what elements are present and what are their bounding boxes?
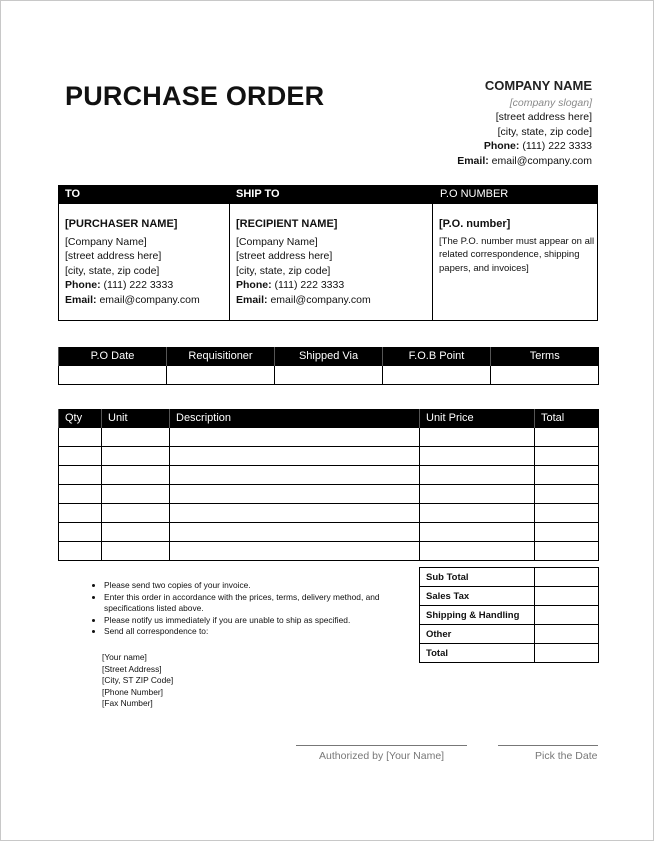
- unit-price-cell[interactable]: [420, 542, 535, 561]
- qty-cell[interactable]: [59, 542, 102, 561]
- totals-table: [419, 567, 599, 663]
- po-number-block: [433, 204, 597, 320]
- total-cell[interactable]: [535, 485, 599, 504]
- return-phone[interactable]: [Phone Number]: [102, 686, 163, 697]
- table-row: [59, 428, 599, 447]
- total-cell[interactable]: [535, 466, 599, 485]
- address-header-bar: [59, 186, 597, 204]
- line-items-table: [58, 409, 599, 561]
- recipient-phone[interactable]: (111) 222 3333: [274, 279, 345, 291]
- recipient-email-line: [236, 293, 432, 308]
- qty-cell[interactable]: [59, 428, 102, 447]
- shipping-row: [420, 606, 599, 625]
- unit-price-cell[interactable]: [420, 466, 535, 485]
- table-row: [59, 523, 599, 542]
- pick-date-field[interactable]: Pick the Date: [535, 750, 598, 762]
- document-title: PURCHASE ORDER: [65, 81, 325, 111]
- requisitioner-header: Requisitioner: [167, 347, 275, 366]
- qty-header: Qty: [59, 409, 102, 428]
- description-cell[interactable]: [170, 504, 420, 523]
- table-row: [59, 542, 599, 561]
- qty-cell[interactable]: [59, 466, 102, 485]
- purchaser-phone-line: [65, 278, 229, 293]
- company-phone-line: [457, 139, 592, 154]
- company-name[interactable]: COMPANY NAME: [484, 78, 592, 93]
- qty-cell[interactable]: [59, 523, 102, 542]
- purchaser-street[interactable]: [street address here]: [65, 250, 162, 262]
- total-row: [420, 644, 599, 663]
- return-name[interactable]: [Your name]: [102, 652, 147, 662]
- company-street[interactable]: [street address here]: [495, 111, 592, 123]
- description-cell[interactable]: [170, 485, 420, 504]
- recipient-company[interactable]: [Company Name]: [236, 235, 318, 248]
- company-slogan[interactable]: [company slogan]: [509, 96, 592, 109]
- purchaser-company[interactable]: [Company Name]: [65, 235, 147, 248]
- unit-price-cell[interactable]: [420, 504, 535, 523]
- list-item: • Please send two copies of your invoice.: [104, 580, 424, 592]
- company-city[interactable]: [city, state, zip code]: [497, 125, 592, 138]
- unit-cell[interactable]: [102, 504, 170, 523]
- purchaser-email-label: Email:: [65, 293, 97, 306]
- unit-cell[interactable]: [102, 523, 170, 542]
- fob-point-header: F.O.B Point: [383, 347, 491, 366]
- meta-header-row: [59, 347, 599, 366]
- subtotal-row: [420, 568, 599, 587]
- list-item: • Please notify us immediately if you are unable to ship as specified.: [104, 615, 424, 627]
- sales-tax-value[interactable]: [535, 587, 599, 606]
- shipped-via-header: Shipped Via: [275, 347, 383, 366]
- company-phone[interactable]: (111) 222 3333: [522, 140, 592, 152]
- purchaser-phone-label: Phone:: [65, 279, 101, 291]
- to-header: TO: [65, 188, 81, 200]
- qty-cell[interactable]: [59, 504, 102, 523]
- order-meta-table: [58, 347, 599, 385]
- items-header-row: [59, 409, 599, 428]
- unit-cell[interactable]: [102, 447, 170, 466]
- recipient-city[interactable]: [city, state, zip code]: [236, 264, 331, 277]
- other-label: Other: [420, 625, 535, 644]
- date-line: [498, 745, 598, 746]
- unit-cell[interactable]: [102, 428, 170, 447]
- unit-header: Unit: [102, 409, 170, 428]
- po-number-value[interactable]: [P.O. number]: [439, 218, 511, 230]
- table-row: [59, 447, 599, 466]
- total-cell[interactable]: [535, 542, 599, 561]
- list-item: • Enter this order in accordance with the prices, terms, delivery method, and specifications listed above.: [104, 592, 424, 615]
- purchaser-city[interactable]: [city, state, zip code]: [65, 264, 160, 277]
- company-phone-label: Phone:: [483, 140, 520, 152]
- return-fax[interactable]: [Fax Number]: [102, 698, 153, 708]
- shipped-via-cell[interactable]: [275, 366, 383, 385]
- grand-total-value[interactable]: [535, 644, 599, 663]
- return-street[interactable]: [Street Address]: [102, 663, 162, 674]
- table-row: [59, 485, 599, 504]
- qty-cell[interactable]: [59, 485, 102, 504]
- qty-cell[interactable]: [59, 447, 102, 466]
- instructions-list: [88, 580, 424, 638]
- company-email-label: Email:: [457, 154, 489, 167]
- unit-price-header: Unit Price: [420, 409, 535, 428]
- purchaser-email-line: [65, 293, 229, 308]
- return-city[interactable]: [City, ST ZIP Code]: [102, 675, 174, 685]
- unit-cell[interactable]: [102, 542, 170, 561]
- unit-price-cell[interactable]: [420, 523, 535, 542]
- ship-to-header: SHIP TO: [236, 188, 280, 200]
- total-cell[interactable]: [535, 504, 599, 523]
- subtotal-value[interactable]: [535, 568, 599, 587]
- meta-value-row: [59, 366, 599, 385]
- unit-cell[interactable]: [102, 466, 170, 485]
- purchaser-email[interactable]: email@company.com: [99, 293, 200, 306]
- recipient-email[interactable]: email@company.com: [270, 293, 371, 306]
- recipient-block: [230, 204, 432, 320]
- unit-price-cell[interactable]: [420, 428, 535, 447]
- description-cell[interactable]: [170, 466, 420, 485]
- po-date-header: P.O Date: [59, 347, 167, 366]
- company-email[interactable]: email@company.com: [491, 154, 592, 167]
- description-cell[interactable]: [170, 523, 420, 542]
- shipping-label: Shipping & Handling: [420, 606, 535, 625]
- subtotal-label: Sub Total: [420, 568, 535, 587]
- purchaser-name[interactable]: [PURCHASER NAME]: [65, 218, 178, 230]
- po-number-note: [The P.O. number must appear on all related correspondence, shipping papers, and invoices]: [439, 235, 595, 274]
- list-item: • Send all correspondence to:: [104, 626, 424, 638]
- po-number-header: P.O NUMBER: [440, 188, 509, 200]
- shipping-value[interactable]: [535, 606, 599, 625]
- description-cell[interactable]: [170, 447, 420, 466]
- recipient-name[interactable]: [RECIPIENT NAME]: [236, 218, 338, 230]
- fob-point-cell[interactable]: [383, 366, 491, 385]
- address-section: [58, 185, 598, 321]
- description-cell[interactable]: [170, 542, 420, 561]
- table-row: [59, 504, 599, 523]
- signature-line: [296, 745, 467, 746]
- authorized-by-label[interactable]: Authorized by [Your Name]: [319, 750, 445, 762]
- total-cell[interactable]: [535, 523, 599, 542]
- recipient-phone-line: [236, 278, 432, 293]
- terms-cell[interactable]: [491, 366, 599, 385]
- recipient-email-label: Email:: [236, 293, 268, 306]
- purchaser-phone[interactable]: (111) 222 3333: [103, 279, 174, 291]
- return-address: [102, 652, 173, 710]
- other-row: [420, 625, 599, 644]
- sales-tax-row: [420, 587, 599, 606]
- description-header: Description: [170, 409, 420, 428]
- company-email-line: [457, 154, 592, 169]
- purchaser-block: [59, 204, 229, 320]
- requisitioner-cell[interactable]: [167, 366, 275, 385]
- grand-total-label: Total: [420, 644, 535, 663]
- po-date-cell[interactable]: [59, 366, 167, 385]
- description-cell[interactable]: [170, 428, 420, 447]
- recipient-phone-label: Phone:: [236, 279, 272, 291]
- terms-header: Terms: [491, 347, 599, 366]
- company-info: [457, 79, 592, 168]
- unit-price-cell[interactable]: [420, 485, 535, 504]
- table-row: [59, 466, 599, 485]
- total-header: Total: [535, 409, 599, 428]
- recipient-street[interactable]: [street address here]: [236, 250, 333, 262]
- unit-cell[interactable]: [102, 485, 170, 504]
- other-value[interactable]: [535, 625, 599, 644]
- total-cell[interactable]: [535, 428, 599, 447]
- total-cell[interactable]: [535, 447, 599, 466]
- sales-tax-label: Sales Tax: [420, 587, 535, 606]
- unit-price-cell[interactable]: [420, 447, 535, 466]
